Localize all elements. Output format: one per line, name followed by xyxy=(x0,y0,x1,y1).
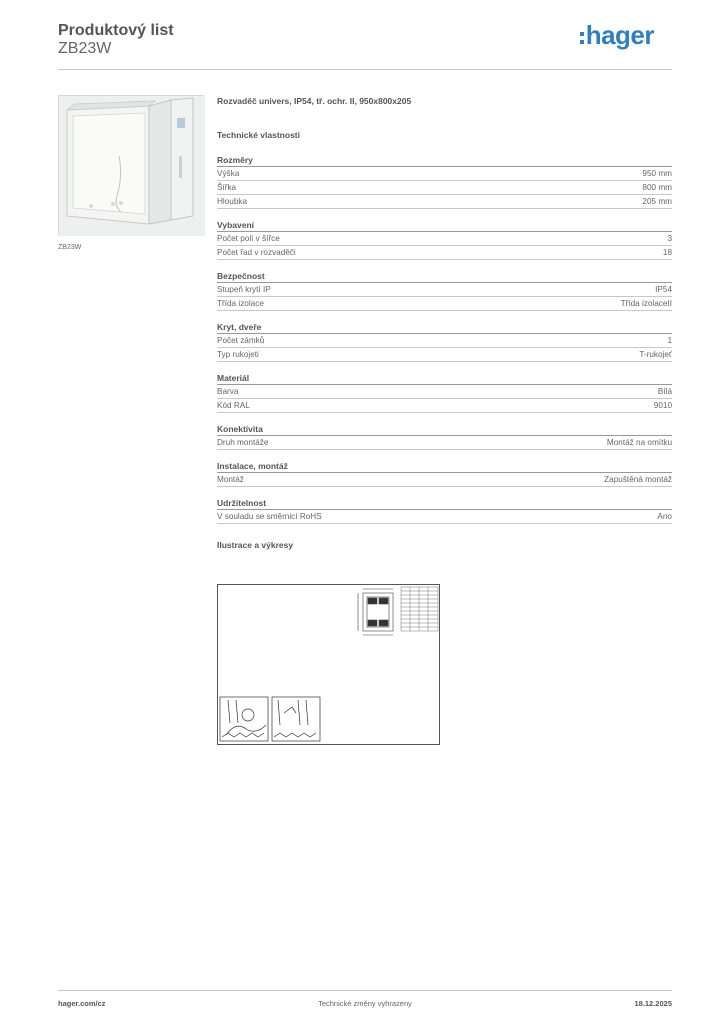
logo-text: hager xyxy=(585,20,654,50)
spec-value: Zapuštěná montáž xyxy=(604,475,672,484)
spec-row xyxy=(217,181,672,195)
illustrations-panel xyxy=(217,584,440,745)
spec-value: Bílá xyxy=(657,387,672,396)
spec-row xyxy=(217,436,672,450)
spec-value: IP54 xyxy=(655,285,672,294)
spec-label: Druh montáže xyxy=(217,438,269,447)
spec-row xyxy=(217,334,672,348)
installation-drawing-1 xyxy=(220,697,268,741)
section-title: Kryt, dveře xyxy=(217,321,672,334)
product-image xyxy=(58,95,204,235)
installation-drawing-2 xyxy=(272,697,320,741)
section-title: Vybavení xyxy=(217,219,672,232)
spec-label: Montáž xyxy=(217,475,244,484)
section-title: Konektivita xyxy=(217,423,672,436)
section-title: Instalace, montáž xyxy=(217,460,672,473)
spec-row xyxy=(217,510,672,524)
section-cover-door xyxy=(217,321,672,362)
spec-value: Montáž na omítku xyxy=(606,438,672,447)
spec-value: 950 mm xyxy=(642,169,672,178)
spec-row xyxy=(217,283,672,297)
spec-label: Barva xyxy=(217,387,239,396)
spec-label: Výška xyxy=(217,169,240,178)
footer-date: 18.12.2025 xyxy=(634,999,672,1008)
spec-label: Stupeň krytí IP xyxy=(217,285,271,294)
illustrations-heading: Ilustrace a výkresy xyxy=(217,540,294,550)
spec-row xyxy=(217,348,672,362)
section-title: Bezpečnost xyxy=(217,270,672,283)
section-equipment xyxy=(217,219,672,260)
section-title: Materiál xyxy=(217,372,672,385)
enclosure-illustration xyxy=(59,96,205,236)
section-title: Udržitelnost xyxy=(217,497,672,510)
section-title: Rozměry xyxy=(217,154,672,167)
spec-label: V souladu se směrnicí RoHS xyxy=(217,512,322,521)
dimension-drawing xyxy=(358,589,393,635)
spec-label: Šířka xyxy=(217,183,237,192)
spec-value: 3 xyxy=(667,234,672,243)
spec-label: Kód RAL xyxy=(217,401,250,410)
spec-row xyxy=(217,385,672,399)
spec-row xyxy=(217,297,672,311)
logo-dots-icon xyxy=(580,32,584,44)
main-content xyxy=(217,96,672,552)
footer-website: hager.com/cz xyxy=(58,999,106,1008)
spec-label: Hloubka xyxy=(217,197,248,206)
footer-note: Technické změny vyhrazeny xyxy=(318,999,412,1008)
technical-properties-heading: Technické vlastnosti xyxy=(217,130,300,140)
section-material xyxy=(217,372,672,413)
photo-caption: ZB23W xyxy=(58,244,82,251)
section-connectivity xyxy=(217,423,672,450)
spec-row xyxy=(217,167,672,181)
spec-label: Počet polí v šířce xyxy=(217,234,280,243)
document-title: Produktový list xyxy=(58,22,174,39)
spec-value: 9010 xyxy=(653,401,672,410)
spec-value: 800 mm xyxy=(642,183,672,192)
spec-row xyxy=(217,473,672,487)
spec-row xyxy=(217,399,672,413)
spec-value: Třída izolaceII xyxy=(620,299,672,308)
spec-row xyxy=(217,232,672,246)
spec-value: 18 xyxy=(662,248,672,257)
spec-label: Počet řad v rozvaděči xyxy=(217,248,296,257)
section-sustainability xyxy=(217,497,672,524)
technical-drawings xyxy=(218,585,439,744)
product-description: Rozvaděč univers, IP54, tř. ochr. II, 950x800x205 xyxy=(217,96,412,106)
spec-value: Ano xyxy=(657,512,672,521)
page-footer xyxy=(58,990,672,1012)
hager-logo xyxy=(580,22,654,48)
spec-label: Typ rukojeti xyxy=(217,350,259,359)
section-dimensions xyxy=(217,154,672,209)
spec-table-drawing xyxy=(401,587,438,631)
section-installation xyxy=(217,460,672,487)
product-code: ZB23W xyxy=(58,40,112,57)
page-header xyxy=(58,22,672,70)
spec-value: 205 mm xyxy=(642,197,672,206)
section-safety xyxy=(217,270,672,311)
spec-label: Počet zámků xyxy=(217,336,265,345)
spec-row xyxy=(217,246,672,260)
spec-label: Třída izolace xyxy=(217,299,264,308)
spec-row xyxy=(217,195,672,209)
spec-value: T-rukojeť xyxy=(639,350,672,359)
spec-value: 1 xyxy=(667,336,672,345)
